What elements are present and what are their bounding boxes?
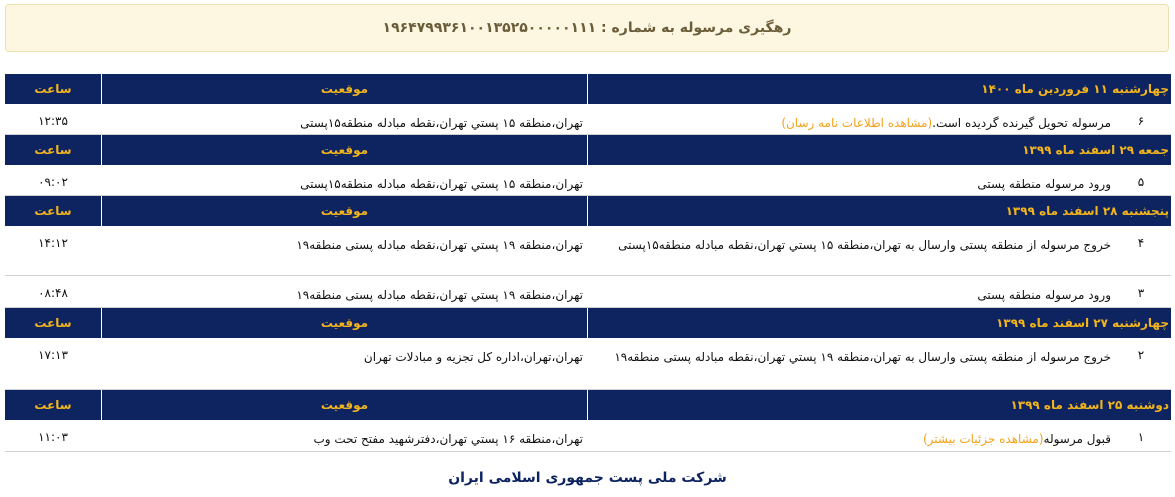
day-header (5, 135, 1171, 165)
event-time: ۰۹:۰۲ (38, 175, 68, 189)
event-number: ۳ (1137, 286, 1145, 300)
column-header-location: موقعیت (101, 390, 587, 420)
event-time: ۱۱:۰۳ (38, 430, 68, 444)
column-header-time: ساعت (34, 82, 72, 96)
event-description: خروج مرسوله از منطقه پستی وارسال به تهران،منطقه ۱۵ پستي تهران،نقطه مبادله منطقه۱۵پستی (618, 238, 1111, 252)
day-header (5, 308, 1171, 338)
event-time: ۱۲:۳۵ (38, 114, 68, 128)
day-header (5, 390, 1171, 420)
column-header-time: ساعت (34, 204, 72, 218)
event-number: ۱ (1137, 430, 1145, 444)
event-location: تهران،منطقه ۱۹ پستي تهران،نقطه مبادله پستی منطقه۱۹ (296, 288, 583, 302)
event-time: ۱۴:۱۲ (38, 236, 68, 250)
day-date: جمعه ۲۹ اسفند ماه ۱۳۹۹ (587, 135, 1171, 165)
column-header-location: موقعیت (101, 135, 587, 165)
table-row (5, 420, 1171, 452)
event-description: خروج مرسوله از منطقه پستی وارسال به تهران،منطقه ۱۹ پستي تهران،نقطه مبادله پستی منطقه۱۹ (614, 350, 1111, 364)
day-header (5, 196, 1171, 226)
event-location: تهران،منطقه ۱۶ پستي تهران،دفترشهید مفتح تحت وب (313, 432, 583, 446)
table-row (5, 165, 1171, 196)
column-header-location: موقعیت (101, 308, 587, 338)
event-location: تهران،منطقه ۱۹ پستي تهران،نقطه مبادله پستی منطقه۱۹ (296, 238, 583, 252)
tracking-title: رهگیری مرسوله به شماره : ۱۹۶۴۷۹۹۳۶۱۰۰۱۳۵۲۵۰۰۰۰۰۱۱۱ (382, 20, 792, 36)
column-header-time: ساعت (34, 143, 72, 157)
event-location: تهران،منطقه ۱۵ پستي تهران،نقطه مبادله منطقه۱۵پستی (300, 116, 583, 130)
event-number: ۵ (1137, 175, 1145, 189)
table-row (5, 338, 1171, 390)
tracking-table (5, 74, 1171, 452)
event-location: تهران،منطقه ۱۵ پستي تهران،نقطه مبادله منطقه۱۵پستی (300, 177, 583, 191)
day-date: چهارشنبه ۲۷ اسفند ماه ۱۳۹۹ (587, 308, 1171, 338)
day-date: چهارشنبه ۱۱ فروردین ماه ۱۴۰۰ (587, 74, 1171, 104)
event-description: ورود مرسوله منطقه پستی (977, 288, 1111, 302)
event-location: تهران،تهران،اداره کل تجزیه و مبادلات تهران (363, 350, 583, 364)
table-row (5, 104, 1171, 135)
day-date: پنجشنبه ۲۸ اسفند ماه ۱۳۹۹ (587, 196, 1171, 226)
tracking-title-box (5, 4, 1169, 52)
event-time: ۰۸:۴۸ (38, 286, 68, 300)
footer-company-name: شرکت ملی پست جمهوری اسلامی ایران (448, 470, 727, 486)
event-time: ۱۷:۱۳ (38, 348, 68, 362)
event-description: ورود مرسوله منطقه پستی (977, 177, 1111, 191)
event-number: ۴ (1137, 236, 1145, 250)
column-header-location: موقعیت (101, 74, 587, 104)
column-header-time: ساعت (34, 398, 72, 412)
day-date: دوشنبه ۲۵ اسفند ماه ۱۳۹۹ (587, 390, 1171, 420)
event-number: ۲ (1137, 348, 1145, 362)
column-header-location: موقعیت (101, 196, 587, 226)
event-number: ۶ (1137, 114, 1145, 128)
event-description (587, 104, 1111, 134)
view-more-details-link[interactable]: (مشاهده جزئیات بیشتر) (922, 432, 1044, 446)
column-header-time: ساعت (34, 316, 72, 330)
event-description-text: مرسوله تحویل گیرنده گردیده است. (932, 116, 1111, 130)
day-header (5, 74, 1171, 104)
event-description (587, 420, 1111, 451)
view-carrier-info-link[interactable]: (مشاهده اطلاعات نامه رسان) (781, 116, 933, 130)
event-description-text: قبول مرسوله (1043, 432, 1111, 446)
table-row (5, 276, 1171, 308)
table-row (5, 226, 1171, 276)
